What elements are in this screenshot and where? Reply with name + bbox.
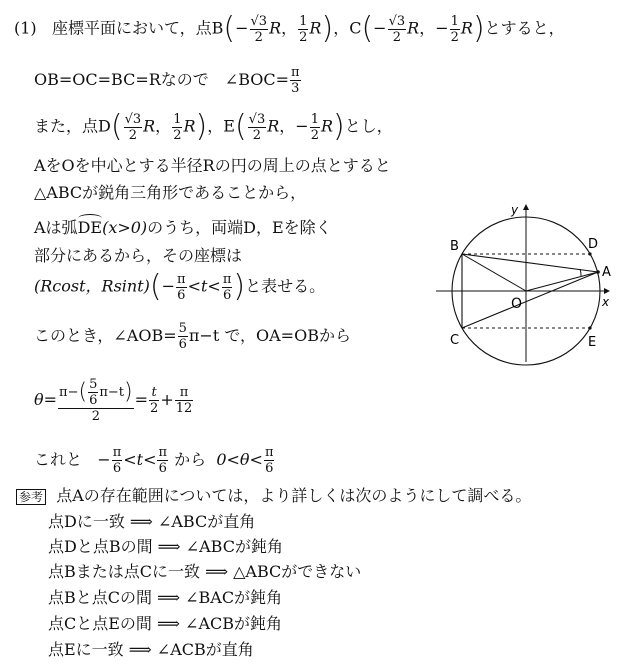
note-item: 点Bと点Cの間 ⟹ ∠BACが鈍角 [48,588,283,607]
problem-line-4: AをOを中心とする半径Rの円の周上の点とすると [34,156,391,175]
note-item: 点Dと点Bの間 ⟹ ∠ABCが鈍角 [48,537,283,556]
note-intro-line: 参考 点Aの存在範囲については，より詳しくは次のようにして調べる。 [16,486,531,506]
problem-line-3: また，点D( $\frac{√3}{2}$ R， $\frac{1}{2}$ R)，E( $\frac{√3}{2}$ R，− $\frac{1}{2}$ R)とし， [34,109,393,144]
radius-OB [462,254,526,291]
note-item: 点Cと点Eの間 ⟹ ∠ACBが鈍角 [48,614,282,633]
problem-number: (1) [14,18,37,38]
side-AB [462,254,598,272]
label-D: D [588,237,599,252]
label-B: B [450,239,459,254]
circle-figure [430,196,620,366]
note-item: 点Dに一致 ⟹ ∠ABCが直角 [48,512,256,531]
problem-line-6: Aは弧DE(x>0)のうち，両端D，Eを除く [34,218,332,237]
note-label: 参考 [16,489,46,505]
x-axis-arrow [604,288,610,294]
fraction: $\frac{√3}{2}$ [250,13,268,45]
problem-line-5: △ABCが鋭角三角形であることから， [34,183,307,202]
problem-line-9: このとき，∠AOB= $\frac{5}{6}$ π−t で，OA=OBから [34,321,351,352]
note-item: 点Eに一致 ⟹ ∠ACBが直角 [48,640,254,659]
point-E [588,326,591,329]
label-y: y [511,203,519,217]
y-axis-arrow [523,204,529,210]
radius-OA [526,272,598,291]
label-x: x [602,295,610,309]
label-O: O [511,296,523,312]
point-A [596,270,600,274]
note-item: 点Bまたは点Cに一致 ⟹ △ABCができない [48,562,362,581]
problem-line-10: θ= π−( $\frac{5}{6}$ π−t) 2 = $\frac{t}{2}$ + $\frac{\pi}{12}$ [34,377,193,424]
problem-line-11: これと − $\frac{\pi}{6}$ <t< $\frac{\pi}{6}$ から 0<θ< $\frac{\pi}{6}$ [34,445,274,476]
label-C: C [450,333,460,348]
side-AC [462,272,598,328]
problem-line-7: 部分にあるから，その座標は [34,246,243,265]
problem-line-8: (Rcost，Rsint)(− $\frac{\pi}{6}$ <t< $\frac{\pi}{6}$ )と表せる。 [34,269,326,304]
point-D [588,252,591,255]
problem-line-2: OB=OC=BC=Rなので ∠BOC= $\frac{\pi}{3}$ [34,65,300,96]
problem-line-1: (1) 座標平面において，点B(− $\frac{√3}{2}$ R， $\frac{1}{2}$ R)，C(− $\frac{√3}{2}$ R，− $\frac{1}{2}$ R)とすると， [14,11,565,46]
label-E: E [588,335,597,350]
arc-DE: DE [77,218,103,237]
label-A: A [602,265,611,280]
